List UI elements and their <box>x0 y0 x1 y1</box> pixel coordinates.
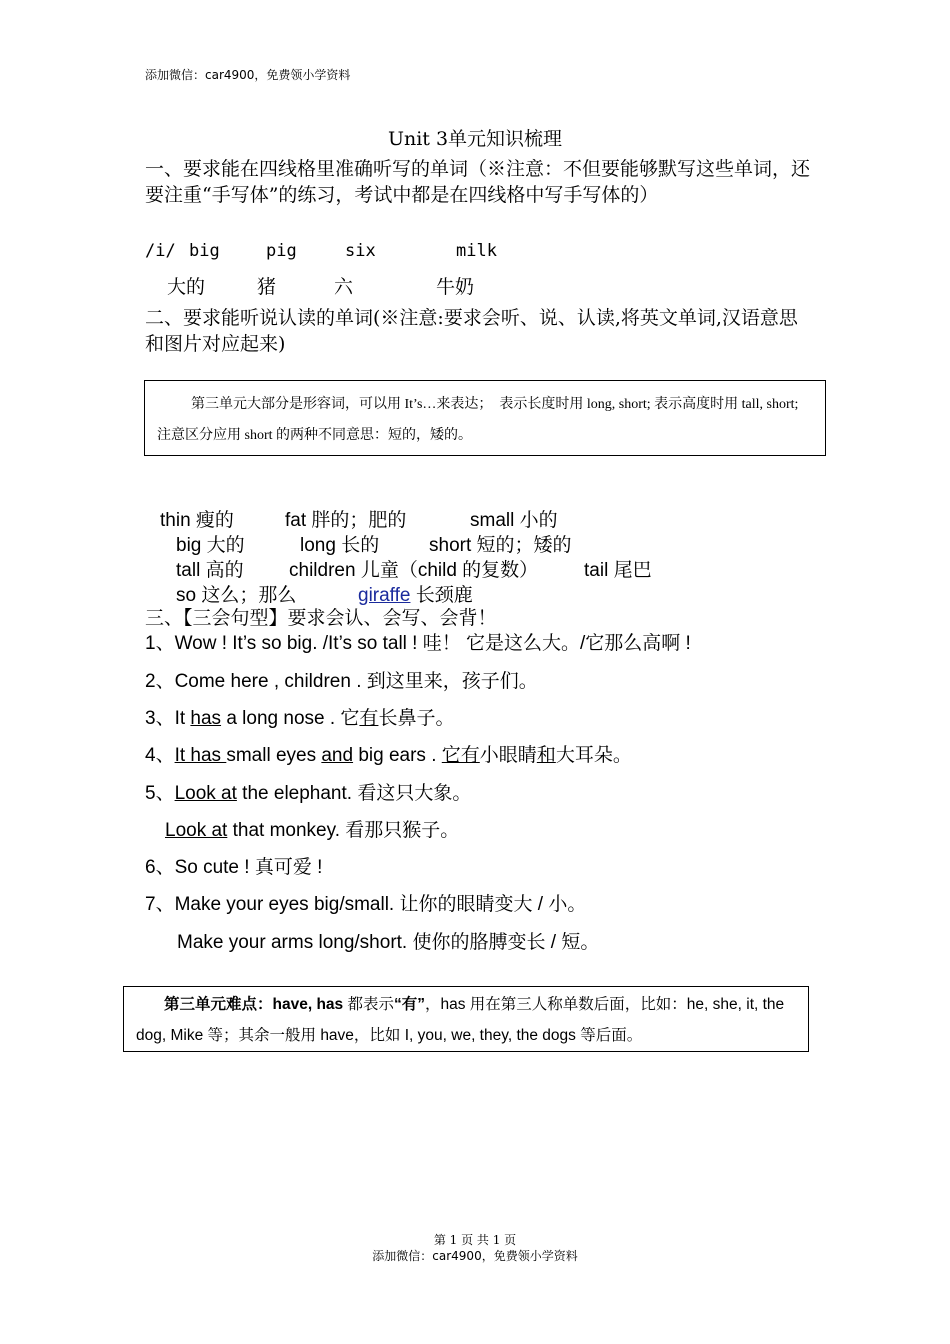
s5b-part: that monkey. 看那只猴子。 <box>227 820 460 841</box>
phonics-word-pig: pig <box>266 241 297 261</box>
sentence-8: Make your arms long/short. 使你的胳膊变长 / 短。 <box>177 932 600 953</box>
s5b-look-at: Look at <box>165 820 228 841</box>
sentence-6: 6、So cute ! 真可爱 ! <box>145 857 323 878</box>
sentence-5b <box>165 815 459 842</box>
s4-he: 和 <box>536 745 556 766</box>
page-title: Unit 3单元知识梳理 <box>387 128 563 150</box>
s4-part: 小眼睛 <box>479 745 537 766</box>
s4-part: 大耳朵。 <box>555 745 632 766</box>
giraffe-meaning: 长颈鹿 <box>410 585 473 606</box>
section-1-heading: 一、要求能在四线格里准确听写的单词（※注意：不但要能够默写这些单词，还要注重“手写体”的练习，考试中都是在四线格中写手写体的） <box>145 158 811 206</box>
difficulty-text: 都表示 <box>347 996 394 1013</box>
section-3-heading: 三、【三会句型】要求会认、会写、会背！ <box>145 607 497 629</box>
vocab-tall: tall 高的 <box>176 560 244 581</box>
difficulty-you: “有” <box>393 996 425 1013</box>
s5-part: the elephant. 看这只大象。 <box>236 783 472 804</box>
sentence-4 <box>145 740 632 767</box>
s4-part: big ears . <box>353 745 442 766</box>
s3-part: a long nose . 它 <box>221 708 360 729</box>
phonics-label: /i/ <box>145 241 176 261</box>
s4-part: 4、 <box>145 745 175 766</box>
giraffe-link[interactable]: giraffe <box>358 585 411 606</box>
s4-ta-you: 它有 <box>441 745 480 766</box>
s3-you: 有 <box>359 708 379 729</box>
s4-part: small eyes <box>226 745 322 766</box>
meaning-milk: 牛奶 <box>436 276 475 298</box>
vocab-small: small 小的 <box>470 510 558 531</box>
s3-part: 长鼻子。 <box>378 708 455 729</box>
s5-part: 5、 <box>145 783 175 804</box>
sentence-3 <box>145 703 454 730</box>
phonics-word-big: big <box>189 241 220 261</box>
vocab-children: children 儿童（child 的复数） <box>289 560 539 581</box>
note-box-text: 第三单元大部分是形容词，可以用 It’s…来表达； 表示长度时用 long, short; 表示高度时用 tall, short; 注意区分应用 short 的两种不同意思：短的，矮的。 <box>157 397 799 443</box>
vocab-tail: tail 尾巴 <box>584 560 652 581</box>
section-2-heading: 二、要求能听说认读的单词(※注意:要求会听、说、认读,将英文单词,汉语意思和图片对应起来) <box>145 307 798 355</box>
meaning-six: 六 <box>334 276 354 298</box>
meaning-big: 大的 <box>167 276 206 298</box>
vocab-long: long 长的 <box>300 535 380 556</box>
sentence-7: 7、Make your eyes big/small. 让你的眼睛变大 / 小。 <box>145 894 587 915</box>
sentence-2: 2、Come here , children . 到这里来，孩子们。 <box>145 671 538 692</box>
note-box <box>144 380 826 456</box>
sentence-5 <box>145 778 471 805</box>
difficulty-title: 第三单元难点：have, has <box>164 996 348 1013</box>
meaning-pig: 猪 <box>257 276 277 298</box>
s4-it-has: It has <box>174 745 227 766</box>
difficulty-text2: ，has 用在第三人称单数后面，比如：he, she, it, the dog, Mike 等；其余一般用 have，比如 I, you, we, they, the dogs 等后面。 <box>136 996 785 1044</box>
page-number: 第 1 页 共 1 页 <box>433 1233 517 1247</box>
vocab-big: big 大的 <box>176 535 245 556</box>
sentence-1: 1、Wow ! It’s so big. /It’s so tall ! 哇！ 它是这么大。/它那么高啊 ! <box>145 633 691 654</box>
vocab-so: so 这么；那么 <box>176 585 297 606</box>
header-note: 添加微信：car4900，免费领小学资料 <box>145 68 351 82</box>
difficulty-box <box>123 986 809 1052</box>
footer-note: 添加微信：car4900，免费领小学资料 <box>372 1249 578 1263</box>
phonics-word-six: six <box>345 241 376 261</box>
s5-look-at: Look at <box>174 783 237 804</box>
s3-has: has <box>190 708 222 729</box>
s4-and: and <box>321 745 354 766</box>
s3-part: 3、It <box>145 708 191 729</box>
vocab-short: short 短的；矮的 <box>429 535 572 556</box>
vocab-fat: fat 胖的；肥的 <box>285 510 407 531</box>
phonics-word-milk: milk <box>456 241 497 261</box>
vocab-thin: thin 瘦的 <box>160 510 234 531</box>
